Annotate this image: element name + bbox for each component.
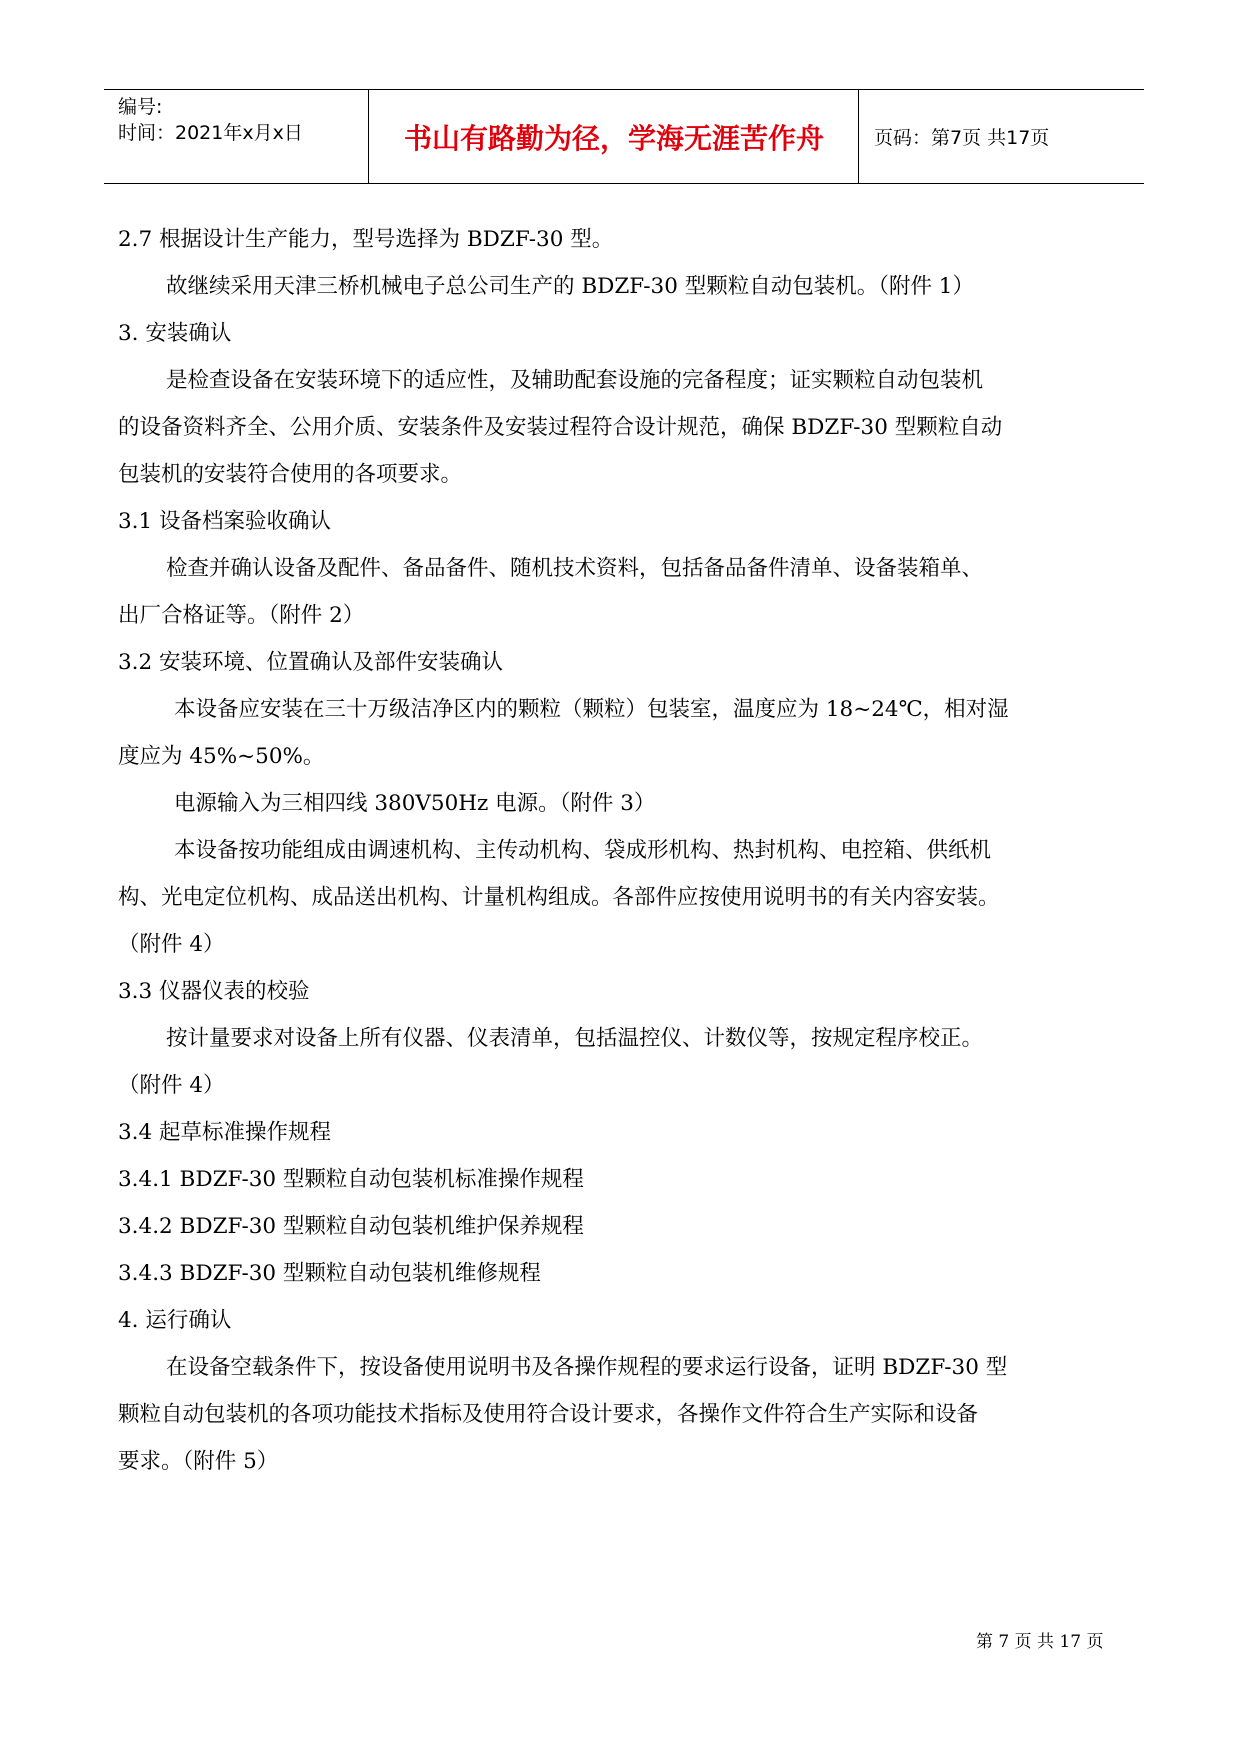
header-motto: 书山有路勤为径，学海无涯苦作舟 xyxy=(403,121,824,155)
paragraph-line: （附件 4） xyxy=(118,1073,225,1098)
time-label: 时间：2021年x月x日 xyxy=(118,122,303,144)
paragraph-line: 检查并确认设备及配件、备品备件、随机技术资料，包括备品备件清单、设备装箱单、 xyxy=(166,556,984,581)
paragraph-line: 的设备资料齐全、公用介质、安装条件及安装过程符合设计规范，确保 BDZF-30 型颗粒自动 xyxy=(118,415,1003,440)
number-label: 编号: xyxy=(118,96,163,118)
paragraph-line: 要求。（附件 5） xyxy=(118,1449,279,1474)
paragraph-line: 本设备应安装在三十万级洁净区内的颗粒（颗粒）包装室，温度应为 18~24℃，相对湿 xyxy=(174,697,1009,722)
paragraph-line: 本设备按功能组成由调速机构、主传动机构、袋成形机构、热封机构、电控箱、供纸机 xyxy=(174,838,992,863)
paragraph-line: 在设备空载条件下，按设备使用说明书及各操作规程的要求运行设备，证明 BDZF-30 型 xyxy=(166,1355,1008,1380)
paragraph-line: 颗粒自动包装机的各项功能技术指标及使用符合设计要求，各操作文件符合生产实际和设备 xyxy=(118,1402,979,1427)
paragraph-line: 电源输入为三相四线 380V50Hz 电源。（附件 3） xyxy=(174,791,656,816)
header-divider xyxy=(368,90,369,183)
section-heading: 3.1 设备档案验收确认 xyxy=(118,509,332,534)
section-heading: 3. 安装确认 xyxy=(118,321,232,346)
paragraph-line: 2.7 根据设计生产能力，型号选择为 BDZF-30 型。 xyxy=(118,227,614,252)
paragraph-line: 按计量要求对设备上所有仪器、仪表清单，包括温控仪、计数仪等，按规定程序校正。 xyxy=(166,1026,984,1051)
list-item: 3.4.3 BDZF-30 型颗粒自动包装机维修规程 xyxy=(118,1261,541,1286)
section-heading: 3.4 起草标准操作规程 xyxy=(118,1120,332,1145)
section-heading: 3.3 仪器仪表的校验 xyxy=(118,979,310,1004)
paragraph-line: 包装机的安装符合使用的各项要求。 xyxy=(118,462,463,487)
paragraph-line: 出厂合格证等。（附件 2） xyxy=(118,603,365,628)
header-divider xyxy=(858,90,859,183)
paragraph-line: 构、光电定位机构、成品送出机构、计量机构组成。各部件应按使用说明书的有关内容安装。 xyxy=(118,885,1000,910)
page-header xyxy=(104,89,1144,184)
paragraph-line: （附件 4） xyxy=(118,932,225,957)
paragraph-line: 故继续采用天津三桥机械电子总公司生产的 BDZF-30 型颗粒自动包装机。（附件 1） xyxy=(166,274,974,299)
section-heading: 3.2 安装环境、位置确认及部件安装确认 xyxy=(118,650,504,675)
page-footer: 第 7 页 共 17 页 xyxy=(976,1632,1104,1652)
list-item: 3.4.2 BDZF-30 型颗粒自动包装机维护保养规程 xyxy=(118,1214,584,1239)
header-info xyxy=(118,94,358,146)
paragraph-line: 是检查设备在安装环境下的适应性，及辅助配套设施的完备程度；证实颗粒自动包装机 xyxy=(166,368,984,393)
section-heading: 4. 运行确认 xyxy=(118,1308,232,1333)
list-item: 3.4.1 BDZF-30 型颗粒自动包装机标准操作规程 xyxy=(118,1167,584,1192)
header-page-label: 页码：第7页 共17页 xyxy=(874,127,1050,149)
paragraph-line: 度应为 45%~50%。 xyxy=(118,744,325,769)
